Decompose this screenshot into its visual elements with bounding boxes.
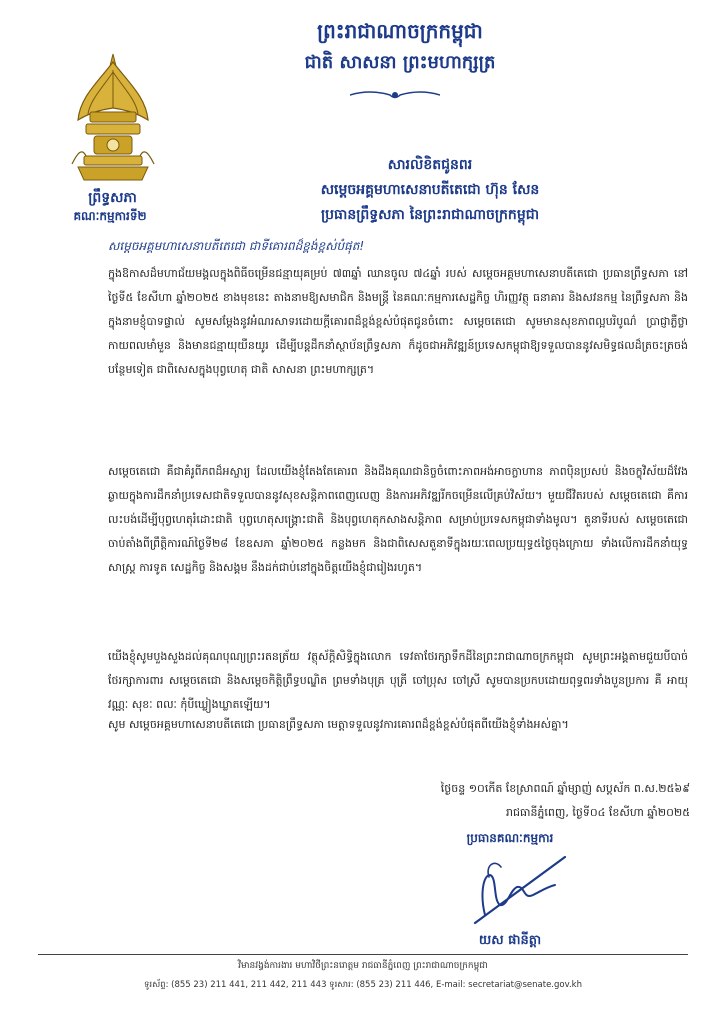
kingdom-title: ព្រះរាជាណាចក្រកម្ពុជា (317, 19, 483, 43)
footer-address: វិមានវង្វង់ការងារ មហាវិថីព្រះនរោត្តម រាជធានីភ្នំពេញ ព្រះរាជាណាចក្រកម្ពុជា (238, 961, 488, 971)
body-paragraph-3: យើងខ្ញុំសូមបួងសួងដល់គុណបុណ្យព្រះរតនត្រ័យ វត្ថុស័ក្ដិសិទ្ធិក្នុងលោក ទេវតាថែរក្សាទឹកដីនៃព្រះរាជាណាចក្រកម្ពុជា សូមព្រះអង្គតាមជួយបីបាច់ថែរក្សាការពារ សម្ដេចតេជោ និងសម្ដេចកិត្តិព្រឹទ្ធបណ្ឌិត ព្រមទាំងបុត្រ បុត្រី ចៅប្រុស ចៅស្រី សូមបានប្រកបដោយពុទ្ធពរទាំងបួនប្រការ គឺ អាយុ វណ្ណៈ សុខៈ ពលៈ កុំបីឃ្លៀងឃ្លាតឡើយ។ (108, 650, 688, 711)
letter-recipient-position: ប្រធានព្រឹទ្ធសភា នៃព្រះរាជាណាចក្រកម្ពុជា (320, 207, 540, 223)
solar-date: រាជធានីភ្នំពេញ, ថ្ងៃទី០៤ ខែសីហា ឆ្នាំ២០២៥ (506, 806, 690, 819)
salutation: សម្ដេចអគ្គមហាសេនាបតីតេជោ ជាទីគោរពដ៏ខ្ពង់ខ្ពស់បំផុត! (108, 239, 365, 253)
body-paragraph-4: សូម សម្ដេចអគ្គមហាសេនាបតីតេជោ ប្រធានព្រឹទ្ធសភា មេត្តាទទួលនូវការគោរពដ៏ខ្ពង់ខ្ពស់បំផុតពីយើងខ្ញុំទាំងអស់គ្នា។ (108, 718, 569, 731)
letter-recipient: សម្ដេចអគ្គមហាសេនាបតីតេជោ ហ៊ុន សែន (320, 182, 540, 198)
footer-divider (38, 954, 688, 955)
senate-name: ព្រឹទ្ធសភា (88, 190, 137, 206)
body-paragraph-2: សម្ដេចតេជោ គឺជាគំរូពីភពដ៏អស្ចារ្យ ដែលយើងខ្ញុំតែងតែគោរព និងដឹងគុណជានិច្ចចំពោះភាពអង់អាចក្លាហាន ភាពប៉ិនប្រសប់ និងចក្ខុវិស័យដ៏វែងឆ្ងាយក្នុងការដឹកនាំប្រទេសជាតិទទួលបាននូវសុខសន្តិភាពពេញលេញ និងការអភិវឌ្ឍរីកចម្រើនលើគ្រប់វិស័យ។ មួយជីវិតរបស់ សម្ដេចតេជោ គឺការលះបង់ដើម្បីបុព្វហេតុរំដោះជាតិ បុព្វហេតុសង្គ្រោះជាតិ និងបុព្វហេតុកសាងសន្តិភាព សម្រាប់ប្រទេសកម្ពុជាទាំងមូល។ តួនាទីរបស់ សម្ដេចតេជោ ចាប់តាំងពីព្រឹត្តិការណ៍ថ្ងៃទី២៨ ខែឧសភា ឆ្នាំ២០២៥ កន្លងមក និងជាពិសេសតួនាទីក្នុងរយៈពេលប្រយុទ្ធ៥ថ្ងៃចុងក្រោយ ទាំងលើការដឹកនាំយុទ្ធសាស្ត្រ ការទូត សេដ្ឋកិច្ច និងសង្គម នឹងដក់ជាប់នៅក្នុងចិត្តយើងខ្ញុំជារៀងរហូត។ (108, 465, 688, 574)
letter-title: សារលិខិតជូនពរ (387, 157, 473, 173)
footer-contact: ទូរស័ព្ទ: (855 23) 211 441, 211 442, 211 443 ទូរសារ: (855 23) 211 446, E-mail: secretariat@senate.gov.kh (144, 980, 582, 990)
senate-emblem-icon (68, 52, 158, 187)
signer-name: យស ផានីត្តា (478, 933, 542, 948)
body-paragraph-1: ក្នុងឱកាសដ៏មហាជ័យមង្គលក្នុងពិធីចម្រើនជន្មាយុគម្រប់ ៧៣ឆ្នាំ ឈានចូល ៧៤ឆ្នាំ របស់ សម្ដេចអគ្គមហាសេនាបតីតេជោ ប្រធានព្រឹទ្ធសភា នៅថ្ងៃទី៥ ខែសីហា ឆ្នាំ២០២៥ ខាងមុខនេះ តាងនាមឱ្យសមាជិក និងមន្ត្រី នៃគណៈកម្មការសេដ្ឋកិច្ច ហិរញ្ញវត្ថុ ធនាគារ និងសវនកម្ម នៃព្រឹទ្ធសភា និងក្នុងនាមខ្ញុំបាទផ្ទាល់ សូមសម្ដែងនូវអំណរសាទរដោយក្ដីគោរពដ៏ខ្ពង់ខ្ពស់បំផុតជូនចំពោះ សម្ដេចតេជោ សូមមានសុខភាពល្អបរិបូណ៌ ប្រាជ្ញាភ្លឺថ្លា កាយពលមាំមួន និងមានជន្មាយុយឺនយូរ ដើម្បីបន្តដឹកនាំស្ថាប័នព្រឹទ្ធសភា ក៏ដូចជាអភិវឌ្ឍន៍ប្រទេសកម្ពុជាឱ្យទទួលបាននូវសមិទ្ធផលដ៏ត្រចះត្រចង់បន្ថែមទៀត ជាពិសេសក្នុងបុព្វហេតុ ជាតិ សាសនា ព្រះមហាក្សត្រ។ (108, 267, 688, 376)
handwritten-signature (455, 845, 575, 930)
national-motto: ជាតិ សាសនា ព្រះមហាក្សត្រ (304, 52, 496, 73)
committee-name: គណៈកម្មការទី២ (73, 209, 147, 223)
ornament-divider-icon (350, 88, 440, 102)
signer-title: ប្រធានគណៈកម្មការ (466, 831, 554, 845)
lunar-date: ថ្ងៃចន្ទ ១០កើត ខែស្រាពណ៍ ឆ្នាំម្សាញ់ សប្តស័ក ព.ស.២៥៦៩ (440, 782, 690, 795)
